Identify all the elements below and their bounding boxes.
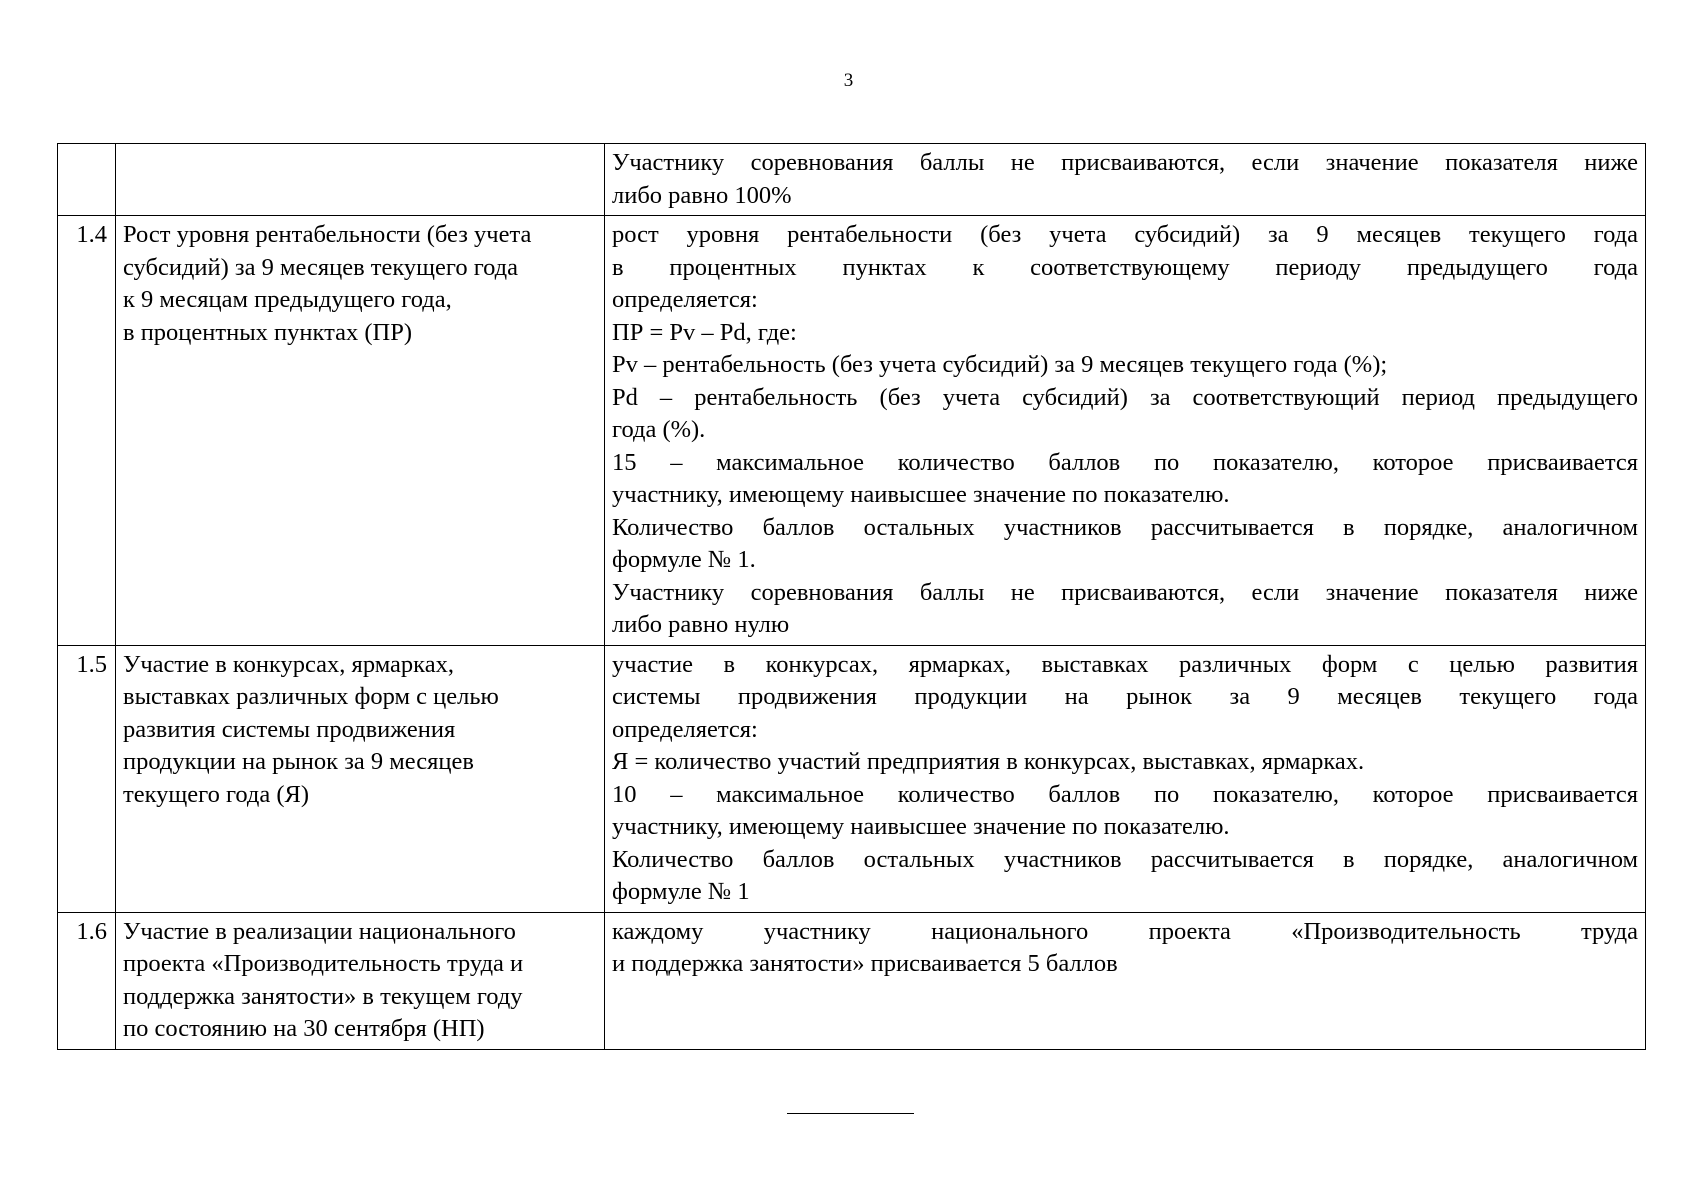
table-row (58, 912, 1646, 1049)
indicator-description (605, 144, 1646, 216)
row-number: 1.5 (58, 645, 116, 912)
description-line: ПР = Pv – Pd, где: (612, 318, 797, 346)
description-line: определяется: (612, 715, 758, 743)
description-line: либо равно 100% (612, 181, 792, 209)
indicator-name (116, 645, 605, 912)
indicator-name-line: продукции на рынок за 9 месяцев (123, 748, 474, 775)
description-line: Я = количество участий предприятия в конкурсах, выставках, ярмарках. (612, 748, 1365, 775)
indicator-name-line: проекта «Производительность труда и (123, 950, 524, 977)
indicator-name-line: развития системы продвижения (123, 715, 456, 743)
description-line: Участнику соревнования баллы не присваиваются, если значение показателя ниже (612, 578, 1638, 606)
description-line: каждому участнику национального проекта «Производительность труда (612, 917, 1638, 945)
criteria-table (57, 143, 1646, 1050)
description-line: 10 – максимальное количество баллов по показателю, которое присваивается (612, 780, 1638, 808)
footer-rule (787, 1113, 914, 1114)
table-row (58, 216, 1646, 646)
indicator-name-line: поддержка занятости» в текущем году (123, 982, 523, 1010)
indicator-name-line: по состоянию на 30 сентября (НП) (123, 1015, 485, 1042)
indicator-name-line: к 9 месяцам предыдущего года, (123, 286, 452, 313)
description-line: рост уровня рентабельности (без учета субсидий) за 9 месяцев текущего года (612, 221, 1638, 248)
description-line: Количество баллов остальных участников рассчитывается в порядке, аналогичном (612, 845, 1638, 873)
description-line: определяется: (612, 286, 758, 313)
page-number: 3 (843, 70, 854, 91)
indicator-name-line: субсидий) за 9 месяцев текущего года (123, 253, 519, 281)
description-line: Pv – рентабельность (без учета субсидий) за 9 месяцев текущего года (%); (612, 351, 1388, 378)
indicator-description (605, 912, 1646, 1049)
indicator-name-line: Рост уровня рентабельности (без учета (123, 221, 532, 248)
indicator-name-line: Участие в реализации национального (123, 917, 516, 945)
indicator-name-line: текущего года (Я) (123, 780, 310, 808)
description-line: участие в конкурсах, ярмарках, выставках различных форм с целью развития (612, 650, 1638, 678)
description-line: и поддержка занятости» присваивается 5 баллов (612, 950, 1118, 977)
description-line: в процентных пунктах к соответствующему периоду предыдущего года (612, 253, 1638, 281)
description-line: 15 – максимальное количество баллов по показателю, которое присваивается (612, 448, 1638, 476)
description-line: участнику, имеющему наивысшее значение по показателю. (612, 813, 1230, 840)
description-line: участнику, имеющему наивысшее значение по показателю. (612, 481, 1230, 508)
criteria-table-body (58, 144, 1646, 1050)
description-line: системы продвижения продукции на рынок за 9 месяцев текущего года (612, 683, 1638, 710)
indicator-name (116, 216, 605, 646)
row-number (58, 144, 116, 216)
row-number: 1.4 (58, 216, 116, 646)
indicator-name (116, 144, 605, 216)
table-row (58, 645, 1646, 912)
description-line: Pd – рентабельность (без учета субсидий) за соответствующий период предыдущего (612, 383, 1638, 411)
indicator-description (605, 216, 1646, 646)
table-row (58, 144, 1646, 216)
description-line: Участнику соревнования баллы не присваиваются, если значение показателя ниже (612, 149, 1638, 176)
indicator-name-line: в процентных пунктах (ПР) (123, 318, 412, 346)
description-line: либо равно нулю (612, 611, 790, 638)
indicator-name-line: Участие в конкурсах, ярмарках, (123, 650, 454, 678)
description-line: формуле № 1. (612, 546, 756, 573)
row-number: 1.6 (58, 912, 116, 1049)
description-line: Количество баллов остальных участников рассчитывается в порядке, аналогичном (612, 513, 1638, 541)
description-line: формуле № 1 (612, 878, 750, 905)
description-line: года (%). (612, 416, 706, 443)
indicator-name (116, 912, 605, 1049)
indicator-description (605, 645, 1646, 912)
indicator-name-line: выставках различных форм с целью (123, 683, 499, 710)
